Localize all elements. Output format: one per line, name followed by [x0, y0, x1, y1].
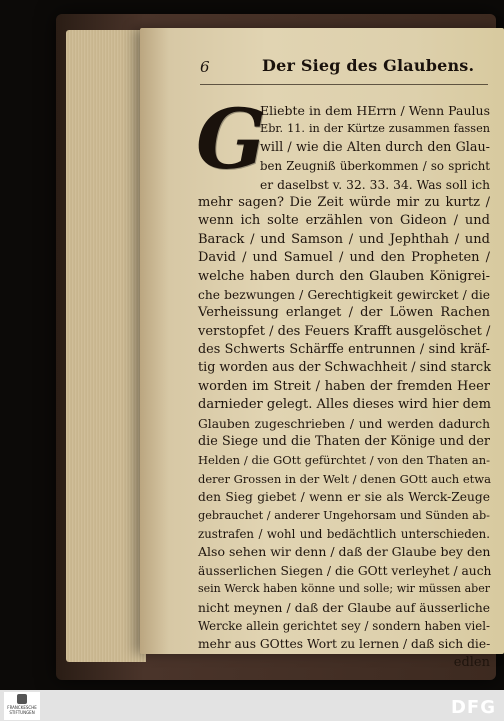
page-number: 6 — [200, 58, 210, 76]
footer-bar — [0, 690, 504, 721]
library-logo[interactable] — [4, 692, 40, 720]
text-line: mehr aus GOttes Wort zu lernen / daß sich die- — [198, 637, 491, 652]
body-text — [198, 102, 490, 672]
text-line: Glauben zugeschrieben / und werden dadurch — [198, 416, 490, 431]
text-line: Barack / und Samson / und Jephthah / und — [198, 231, 490, 247]
text-line: den Sieg giebet / wenn er sie als Werck-Zeuge — [198, 490, 490, 505]
text-line: des Schwerts Schärffe entrunnen / sind kräf- — [198, 342, 490, 358]
text-line: Ebr. 11. in der Kürtze zusammen fassen — [260, 122, 490, 136]
text-line: äusserlichen Siegen / die GOtt verleyhet / auch — [198, 563, 492, 578]
text-line: verstopfet / des Feuers Krafft ausgelöschet / — [198, 323, 491, 339]
text-line: welche haben durch den Glauben Königrei- — [198, 268, 490, 284]
catchword: edlen — [453, 654, 490, 670]
text-line: wenn ich solte erzählen von Gideon / und — [198, 213, 490, 229]
text-line: er daselbst v. 32. 33. 34. Was soll ich — [260, 177, 490, 192]
header-rule — [200, 84, 488, 85]
library-logo-text: FRANCKESCHE STIFTUNGEN — [7, 705, 37, 715]
text-line: Helden / die GOtt gefürchtet / von den Thaten an- — [198, 453, 490, 468]
text-line: derer Grossen in der Welt / denen GOtt auch etwa — [198, 471, 491, 486]
text-line: die Siege und die Thaten der Könige und der — [198, 434, 490, 450]
text-line: mehr sagen? Die Zeit würde mir zu kurtz / — [198, 194, 490, 210]
dfg-logo[interactable]: DFG — [450, 697, 496, 718]
text-line: tig worden aus der Schwachheit / sind starck — [198, 360, 491, 376]
text-line: Eliebte in dem HErrn / Wenn Paulus — [260, 103, 490, 118]
text-line: zustrafen / wohl und bedächtlich unterschieden. — [198, 526, 490, 541]
text-line: will / wie die Alten durch den Glau- — [260, 139, 490, 155]
text-line: worden im Streit / haben der fremden Heer — [198, 378, 490, 394]
text-line: nicht meynen / daß der Glaube auf äusserliche — [198, 600, 490, 615]
text-line: che bezwungen / Gerechtigkeit gewircket / die — [198, 287, 490, 302]
text-line: gebrauchet / anderer Ungehorsam und Sünden ab- — [198, 508, 490, 522]
text-line: sein Werck haben könne und solle; wir müssen aber — [198, 582, 490, 596]
page-header — [200, 58, 490, 82]
text-line: Wercke allein gerichtet sey / sondern haben viel- — [198, 618, 490, 633]
text-line: Verheissung erlanget / der Löwen Rachen — [198, 305, 490, 321]
page-edges — [66, 30, 146, 662]
text-line: ben Zeugniß überkommen / so spricht — [260, 159, 490, 174]
text-line: darnieder gelegt. Alles dieses wird hier dem — [198, 397, 491, 413]
text-line: Also sehen wir denn / daß der Glaube bey den — [198, 544, 491, 560]
text-line: David / und Samuel / und den Propheten / — [198, 250, 490, 266]
crest-icon — [17, 694, 27, 704]
decorated-initial: G — [196, 92, 267, 188]
running-title: Der Sieg des Glaubens. — [262, 56, 475, 75]
